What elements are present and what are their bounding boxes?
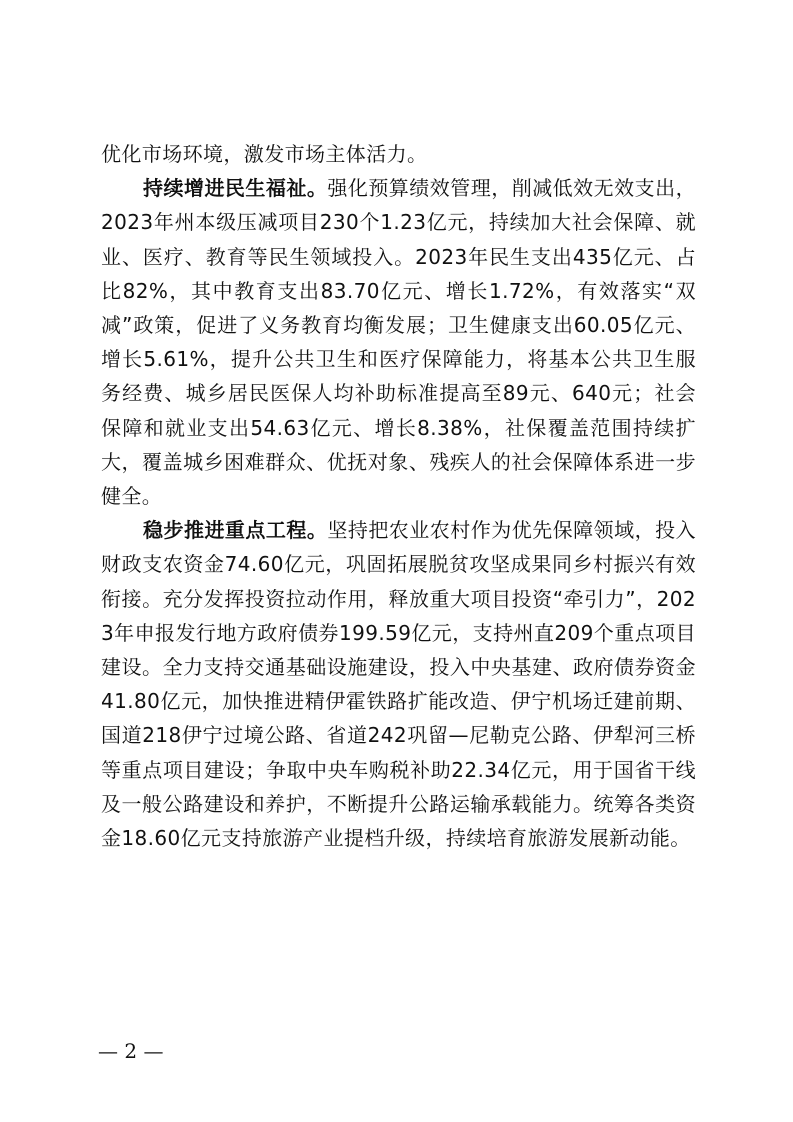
paragraph-key-projects — [101, 513, 696, 855]
paragraph-text: 强化预算绩效管理，削减低效无效支出，2023年州本级压减项目230个1.23亿元，持续加大社会保障、就业、医疗、教育等民生领域投入。2023年民生支出435亿元、占比82%，其中教育支出83.70亿元、增长1.72%，有效落实“双减”政策，促进了义务教育均衡发展；卫生健康支出60.05亿元、增长5.61%，提升公共卫生和医疗保障能力，将基本公共卫生服务经费、城乡居民医保人均补助标准提高至89元、640元；社会保障和就业支出54.63亿元、增长8.38%，社保覆盖范围持续扩大，覆盖城乡困难群众、优抚对象、残疾人的社会保障体系进一步健全。 — [101, 176, 696, 509]
paragraph-continuation — [101, 137, 696, 171]
paragraph-text: 优化市场环境，激发市场主体活力。 — [101, 142, 428, 166]
document-body — [101, 137, 696, 855]
page-number: — 2 — — [98, 1039, 164, 1063]
paragraph-livelihood — [101, 171, 696, 513]
paragraph-text: 坚持把农业农村作为优先保障领域，投入财政支农资金74.60亿元，巩固拓展脱贫攻坚成果同乡村振兴有效衔接。充分发挥投资拉动作用，释放重大项目投资“牵引力”，2023年申报发行地方政府债券199.59亿元，支持州直209个重点项目建设。全力支持交通基础设施建设，投入中央基建、政府债券资金41.80亿元，加快推进精伊霍铁路扩能改造、伊宁机场迁建前期、国道218伊宁过境公路、省道242巩留—尼勒克公路、伊犁河三桥等重点项目建设；争取中央车购税补助22.34亿元，用于国省干线及一般公路建设和养护，不断提升公路运输承载能力。统筹各类资金18.60亿元支持旅游产业提档升级，持续培育旅游发展新动能。 — [101, 518, 696, 851]
paragraph-heading: 持续增进民生福祉。 — [143, 176, 328, 201]
paragraph-heading: 稳步推进重点工程。 — [143, 518, 328, 543]
